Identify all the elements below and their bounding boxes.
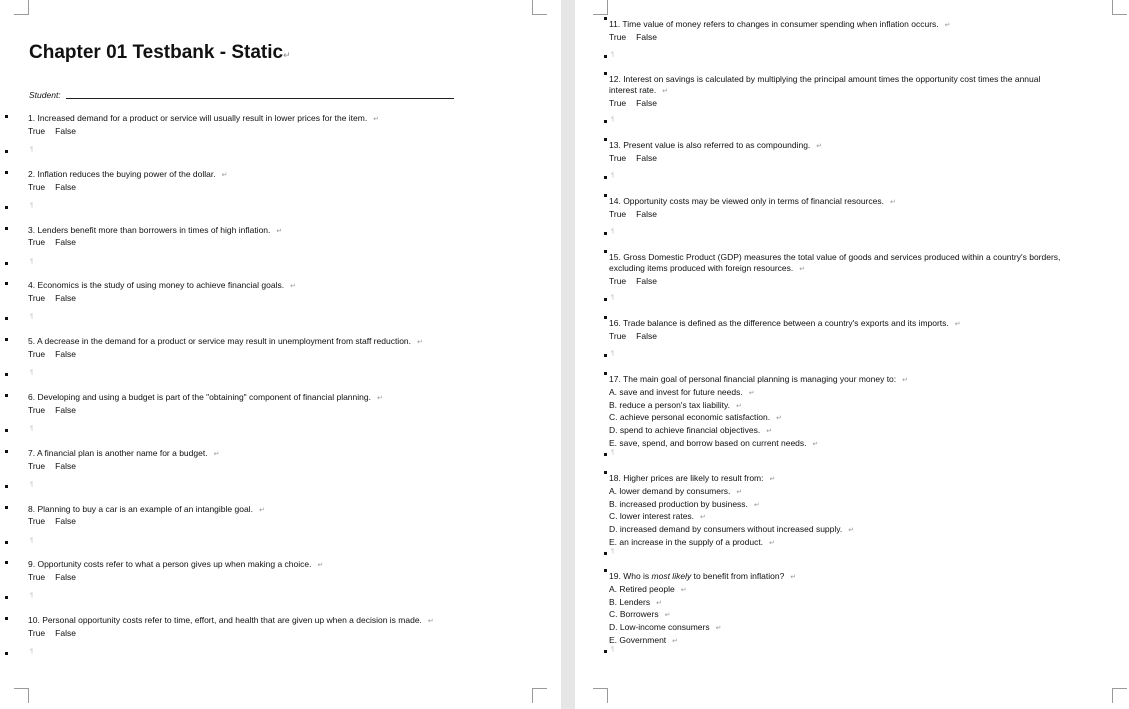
empty-paragraph-mark: ¶ — [611, 51, 615, 58]
question-statement: Inflation reduces the buying power of the dollar. — [37, 168, 216, 179]
question-text — [28, 504, 265, 517]
paragraph-bullet — [5, 652, 8, 655]
question-text — [28, 448, 219, 461]
true-option[interactable]: True — [609, 208, 627, 219]
return-mark: ↵ — [736, 488, 743, 496]
return-mark: ↵ — [799, 265, 806, 273]
document-page-right — [575, 0, 1129, 709]
false-option[interactable]: False — [55, 125, 76, 136]
true-false-options — [609, 98, 1040, 109]
true-false-options — [28, 126, 379, 137]
return-mark: ↵ — [736, 402, 742, 410]
false-option[interactable]: False — [55, 516, 76, 527]
answer-option[interactable]: E. an increase in the supply of a product. ↵ — [609, 536, 775, 547]
question-text — [28, 280, 296, 293]
return-mark: ↵ — [889, 199, 896, 206]
true-option[interactable]: True — [28, 125, 46, 136]
return-mark: ↵ — [317, 562, 324, 570]
paragraph-bullet — [5, 262, 8, 265]
paragraph-bullet — [5, 282, 8, 285]
question-text — [609, 318, 961, 331]
question-number: 13. — [609, 140, 624, 150]
false-option[interactable]: False — [55, 404, 76, 415]
question-statement: Increased demand for a product or service will usually result in lower prices for the item. — [37, 113, 368, 123]
return-mark: ↵ — [662, 87, 669, 95]
true-option[interactable]: True — [609, 97, 627, 108]
true-option[interactable]: True — [609, 275, 627, 286]
true-option[interactable]: True — [609, 152, 627, 163]
question-statement: Who is — [623, 571, 652, 581]
crop-mark-bottom-left — [14, 688, 29, 703]
empty-paragraph-mark: ¶ — [30, 593, 34, 600]
question-text — [609, 374, 908, 387]
empty-paragraph-mark: ¶ — [30, 314, 34, 321]
question-number: 7. — [28, 447, 37, 458]
true-option[interactable]: True — [28, 404, 46, 415]
paragraph-bullet — [5, 596, 8, 599]
question-text — [28, 336, 423, 349]
question-number: 2. — [28, 168, 38, 179]
question-item[interactable] — [609, 196, 896, 220]
question-item[interactable] — [28, 559, 323, 583]
return-mark: ↵ — [283, 50, 291, 60]
true-false-options — [28, 461, 219, 472]
paragraph-bullet — [5, 206, 8, 209]
question-statement: Higher prices are likely to result from: — [623, 473, 764, 483]
return-mark: ↵ — [672, 637, 679, 645]
true-false-options — [28, 628, 434, 639]
paragraph-bullet — [5, 429, 8, 432]
answer-option[interactable]: C. achieve personal economic satisfaction. ↵ — [609, 412, 782, 423]
true-option[interactable]: True — [28, 293, 46, 304]
question-statement: Lenders benefit more than borrowers in times of high inflation. — [37, 224, 271, 235]
paragraph-bullet — [5, 171, 8, 174]
paragraph-bullet — [5, 506, 8, 509]
question-item[interactable] — [28, 169, 227, 193]
false-option[interactable]: False — [55, 293, 76, 304]
false-option[interactable]: False — [55, 348, 76, 359]
true-option[interactable]: True — [609, 330, 627, 341]
return-mark: ↵ — [769, 539, 775, 547]
return-mark: ↵ — [373, 116, 380, 123]
student-name-line[interactable] — [66, 98, 454, 99]
question-item[interactable] — [609, 473, 854, 550]
return-mark: ↵ — [776, 415, 782, 423]
empty-paragraph-mark: ¶ — [30, 258, 34, 265]
question-item[interactable] — [28, 336, 423, 360]
return-mark: ↵ — [700, 514, 706, 522]
question-number: 16. — [609, 318, 624, 328]
answer-option[interactable]: E. save, spend, and borrow based on current needs. ↵ — [609, 437, 819, 448]
question-text — [28, 615, 434, 628]
question-number: 4. — [28, 280, 38, 291]
false-option[interactable]: False — [55, 460, 76, 471]
true-false-options — [28, 182, 227, 193]
false-option[interactable]: False — [636, 152, 657, 163]
true-option[interactable]: True — [28, 627, 46, 638]
question-number: 11. — [609, 19, 623, 29]
return-mark: ↵ — [748, 389, 755, 397]
question-item[interactable] — [28, 113, 379, 137]
crop-mark-top-left — [14, 0, 29, 15]
empty-paragraph-mark: ¶ — [611, 646, 615, 653]
question-number: 12. — [609, 74, 624, 84]
true-option[interactable]: True — [28, 572, 46, 583]
question-text — [609, 74, 1040, 85]
question-number: 14. — [609, 196, 624, 206]
true-false-options — [28, 516, 265, 527]
question-number: 3. — [28, 224, 38, 235]
answer-option[interactable]: A. Retired people ↵ — [609, 583, 687, 594]
false-option[interactable]: False — [55, 237, 76, 248]
return-mark: ↵ — [766, 428, 773, 436]
true-option[interactable]: True — [28, 460, 46, 471]
empty-paragraph-mark: ¶ — [30, 147, 34, 153]
student-label: Student: — [29, 90, 61, 100]
answer-option[interactable]: C. lower interest rates. ↵ — [609, 511, 706, 522]
question-item[interactable] — [609, 252, 1060, 286]
paragraph-bullet — [604, 316, 607, 319]
paragraph-bullet — [5, 617, 8, 620]
true-false-options — [609, 331, 961, 342]
true-false-options — [609, 153, 822, 164]
true-option[interactable]: True — [28, 516, 46, 527]
return-mark: ↵ — [290, 283, 296, 291]
question-item[interactable] — [28, 615, 434, 639]
empty-paragraph-mark: ¶ — [611, 350, 615, 357]
return-mark: ↵ — [258, 506, 265, 514]
question-number: 15. — [609, 252, 624, 262]
question-item[interactable] — [28, 448, 219, 472]
true-option[interactable]: True — [609, 31, 627, 42]
question-text — [609, 140, 822, 153]
paragraph-bullet — [604, 453, 607, 456]
true-option[interactable]: True — [28, 348, 46, 359]
false-option[interactable]: False — [636, 208, 657, 219]
question-statement: Personal opportunity costs refer to time, effort, and health that are given up when a decision is made. — [42, 615, 422, 626]
answer-option[interactable]: B. Lenders ↵ — [609, 596, 662, 607]
empty-paragraph-mark: ¶ — [30, 481, 34, 488]
false-option[interactable]: False — [55, 627, 76, 638]
crop-mark-top-right — [532, 0, 547, 15]
question-statement: interest rate. — [609, 84, 657, 95]
return-mark: ↵ — [816, 143, 823, 150]
question-statement: Time value of money refers to changes in consumer spending when inflation occurs. — [622, 19, 939, 29]
return-mark: ↵ — [221, 171, 228, 179]
question-statement: Developing and using a budget is part of the "obtaining" component of financial planning. — [37, 392, 371, 402]
empty-paragraph-mark: ¶ — [30, 202, 34, 209]
question-statement: Gross Domestic Product (GDP) measures the total value of goods and services produced within a country's borders, — [623, 252, 1061, 262]
empty-paragraph-mark: ¶ — [30, 537, 34, 544]
question-text — [609, 571, 796, 584]
paragraph-bullet — [604, 72, 607, 75]
true-false-options — [28, 572, 323, 583]
paragraph-bullet — [5, 338, 8, 341]
return-mark: ↵ — [427, 618, 434, 626]
crop-mark-top-left — [593, 0, 608, 15]
false-option[interactable]: False — [636, 330, 657, 341]
question-text — [609, 19, 951, 32]
false-option[interactable]: False — [636, 275, 657, 286]
true-false-options — [28, 293, 296, 304]
answer-option[interactable]: D. spend to achieve financial objectives. ↵ — [609, 425, 773, 436]
question-item[interactable] — [609, 374, 908, 451]
paragraph-bullet — [5, 317, 8, 320]
question-statement: Trade balance is defined as the difference between a country's exports and its imports. — [623, 318, 949, 328]
question-number: 17. — [609, 374, 624, 384]
true-false-options — [28, 237, 282, 248]
paragraph-bullet — [604, 194, 607, 197]
paragraph-bullet — [604, 372, 607, 375]
question-number: 8. — [28, 503, 38, 514]
paragraph-bullet — [5, 561, 8, 564]
empty-paragraph-mark: ¶ — [611, 295, 615, 302]
paragraph-bullet — [604, 55, 607, 58]
false-option[interactable]: False — [55, 572, 76, 583]
return-mark: ↵ — [715, 625, 722, 633]
answer-option[interactable]: C. Borrowers ↵ — [609, 609, 671, 620]
question-statement: excluding items produced with foreign resources. — [609, 262, 794, 273]
return-mark: ↵ — [790, 574, 797, 581]
question-text — [609, 85, 1040, 98]
empty-paragraph-mark: ¶ — [30, 426, 34, 432]
empty-paragraph-mark: ¶ — [611, 449, 615, 456]
question-item[interactable] — [609, 19, 951, 43]
return-mark: ↵ — [812, 440, 819, 448]
return-mark: ↵ — [848, 527, 855, 535]
question-statement: Opportunity costs refer to what a person gives up when making a choice. — [37, 559, 312, 570]
paragraph-bullet — [604, 298, 607, 301]
question-statement: A financial plan is another name for a budget. — [36, 447, 208, 458]
answer-option[interactable]: D. Low-income consumers ↵ — [609, 622, 722, 633]
return-mark: ↵ — [944, 22, 951, 29]
question-number: 9. — [28, 559, 38, 570]
document-page-left — [0, 0, 561, 709]
false-option[interactable]: False — [55, 181, 76, 192]
paragraph-bullet — [5, 373, 8, 376]
true-false-options — [609, 276, 1060, 287]
question-number: 1. — [28, 113, 38, 123]
empty-paragraph-mark: ¶ — [30, 649, 34, 656]
document-title[interactable]: Chapter 01 Testbank - Static↵ — [29, 42, 291, 63]
question-statement-end: to benefit from inflation? — [691, 571, 785, 581]
question-number: 18. — [609, 473, 624, 483]
crop-mark-bottom-right — [532, 688, 547, 703]
answer-option[interactable]: A. save and invest for future needs. ↵ — [609, 386, 755, 397]
question-statement: Economics is the study of using money to achieve financial goals. — [37, 280, 285, 291]
answer-option[interactable]: B. reduce a person's tax liability. ↵ — [609, 399, 742, 410]
return-mark: ↵ — [213, 450, 220, 458]
question-number: 5. — [28, 336, 37, 347]
paragraph-bullet — [5, 541, 8, 544]
paragraph-bullet — [604, 232, 607, 235]
question-item[interactable] — [28, 225, 282, 249]
answer-option[interactable]: D. increased demand by consumers without increased supply. ↵ — [609, 524, 855, 535]
true-option[interactable]: True — [28, 237, 46, 248]
question-item[interactable] — [28, 504, 265, 528]
return-mark: ↵ — [417, 339, 423, 347]
return-mark: ↵ — [680, 586, 687, 594]
question-statement: Interest on savings is calculated by multiplying the principal amount times the opportunity cost times the annual — [623, 74, 1041, 84]
crop-mark-bottom-left — [593, 688, 608, 703]
paragraph-bullet — [5, 150, 8, 153]
question-item[interactable] — [609, 74, 1040, 108]
question-number: 6. — [28, 392, 38, 402]
question-statement: Planning to buy a car is an example of an intangible goal. — [37, 503, 253, 514]
question-item[interactable] — [609, 140, 822, 164]
false-option[interactable]: False — [636, 97, 657, 108]
question-statement: Present value is also referred to as compounding. — [623, 140, 811, 150]
empty-paragraph-mark: ¶ — [30, 370, 34, 377]
paragraph-bullet — [604, 250, 607, 253]
empty-paragraph-mark: ¶ — [611, 117, 615, 124]
paragraph-bullet — [604, 650, 607, 653]
paragraph-bullet — [604, 471, 607, 474]
question-statement: A decrease in the demand for a product or service may result in unemployment from staff reduction. — [36, 336, 412, 347]
paragraph-bullet — [5, 450, 8, 453]
return-mark: ↵ — [753, 501, 760, 509]
question-text — [609, 473, 854, 486]
answer-option[interactable]: E. Government ↵ — [609, 634, 679, 645]
empty-paragraph-mark: ¶ — [611, 172, 615, 179]
question-item[interactable] — [609, 571, 796, 648]
return-mark: ↵ — [902, 377, 909, 384]
question-text — [28, 113, 379, 126]
question-text — [28, 169, 227, 182]
answer-option[interactable]: B. increased production by business. ↵ — [609, 498, 760, 509]
question-item[interactable] — [28, 392, 383, 416]
true-false-options — [609, 209, 896, 220]
question-number: 10. — [28, 615, 43, 626]
question-text — [609, 252, 1060, 263]
paragraph-bullet — [604, 120, 607, 123]
paragraph-bullet — [604, 552, 607, 555]
paragraph-bullet — [5, 115, 8, 118]
return-mark: ↵ — [769, 476, 776, 483]
crop-mark-bottom-right — [1112, 688, 1127, 703]
answer-option[interactable]: A. lower demand by consumers. ↵ — [609, 485, 743, 496]
empty-paragraph-mark: ¶ — [611, 228, 615, 235]
paragraph-bullet — [5, 394, 8, 397]
empty-paragraph-mark: ¶ — [611, 548, 615, 555]
true-false-options — [28, 405, 383, 416]
return-mark: ↵ — [276, 227, 283, 235]
return-mark: ↵ — [376, 395, 383, 402]
true-false-options — [609, 32, 951, 43]
paragraph-bullet — [604, 569, 607, 572]
question-item[interactable] — [28, 280, 296, 304]
question-text — [609, 263, 1060, 276]
question-text — [609, 196, 896, 209]
paragraph-bullet — [5, 485, 8, 488]
question-statement: Opportunity costs may be viewed only in terms of financial resources. — [623, 196, 884, 206]
question-number: 19. — [609, 571, 624, 581]
paragraph-bullet — [604, 138, 607, 141]
question-emphasis: most likely — [651, 571, 692, 581]
question-item[interactable] — [609, 318, 961, 342]
return-mark: ↵ — [664, 612, 671, 620]
paragraph-bullet — [5, 227, 8, 230]
crop-mark-top-right — [1112, 0, 1127, 15]
question-text — [28, 559, 323, 572]
paragraph-bullet — [604, 176, 607, 179]
question-text — [28, 392, 383, 405]
paragraph-bullet — [604, 17, 607, 20]
true-option[interactable]: True — [28, 181, 46, 192]
paragraph-bullet — [604, 354, 607, 357]
return-mark: ↵ — [656, 599, 662, 607]
question-statement: The main goal of personal financial planning is managing your money to: — [623, 374, 897, 384]
true-false-options — [28, 349, 423, 360]
false-option[interactable]: False — [636, 31, 657, 42]
question-text — [28, 225, 282, 238]
return-mark: ↵ — [954, 321, 961, 328]
